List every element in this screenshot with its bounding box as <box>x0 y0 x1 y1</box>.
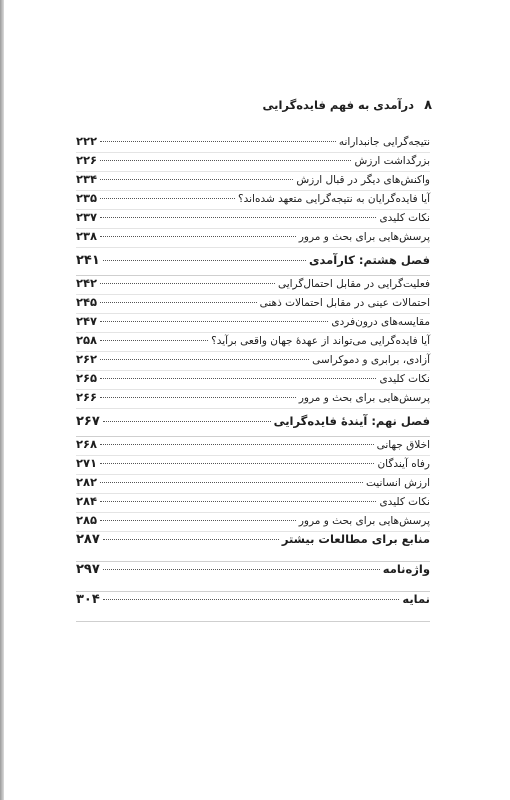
page-binding-edge <box>0 0 4 800</box>
page-number: ۸ <box>424 98 432 113</box>
toc-entry-page: ۲۵۸ <box>76 333 98 347</box>
back-matter-entry-title: منابع برای مطالعات بیشتر <box>281 532 430 546</box>
toc-entry-group <box>76 276 430 409</box>
dot-leader <box>100 501 376 502</box>
back-matter-entry-page: ۳۰۴ <box>76 592 100 607</box>
back-matter-entry-page: ۲۹۷ <box>76 562 100 577</box>
back-matter-entry-title: نمایه <box>402 592 430 606</box>
toc-entry-page: ۲۴۷ <box>76 314 98 328</box>
dot-leader <box>100 283 275 284</box>
back-matter-entry <box>76 532 430 562</box>
back-matter-entry-title: واژه‌نامه <box>382 562 430 576</box>
toc-entry-page: ۲۸۴ <box>76 494 98 508</box>
back-matter-entry <box>76 562 430 592</box>
toc-entry-title: نکات کلیدی <box>379 373 430 385</box>
toc-entry-title: رفاه آیندگان <box>377 458 430 470</box>
toc-entry-page: ۲۶۲ <box>76 352 98 366</box>
dot-leader <box>100 359 309 360</box>
dot-leader <box>100 160 351 161</box>
toc-entry-page: ۲۲۶ <box>76 153 98 167</box>
dot-leader <box>100 321 328 322</box>
table-of-contents <box>76 134 430 622</box>
toc-entry-page: ۲۶۶ <box>76 390 98 404</box>
dot-leader <box>100 378 376 379</box>
dot-leader <box>100 520 296 521</box>
toc-entry <box>76 295 430 314</box>
toc-entry-page: ۲۳۷ <box>76 210 98 224</box>
running-title: درآمدی به فهم فایده‌گرایی <box>262 98 415 112</box>
dot-leader <box>100 198 235 199</box>
toc-entry-title: احتمالات عینی در مقابل احتمالات ذهنی <box>259 297 430 309</box>
toc-entry-group <box>76 437 430 532</box>
dot-leader <box>100 444 374 445</box>
toc-entry-title: اخلاق جهانی <box>376 439 430 451</box>
toc-entry-title: آزادی، برابری و دموکراسی <box>312 354 430 366</box>
toc-entry-page: ۲۴۵ <box>76 295 98 309</box>
toc-entry <box>76 352 430 371</box>
toc-entry-title: ارزش انسانیت <box>365 477 430 489</box>
chapter-heading-title: فصل نهم: آیندهٔ فایده‌گرایی <box>273 414 430 428</box>
toc-entry-title: نکات کلیدی <box>379 496 430 508</box>
chapter-heading-title: فصل هشتم: کارآمدی <box>309 253 430 267</box>
toc-entry <box>76 210 430 229</box>
toc-entry-title: بزرگداشت ارزش <box>354 155 430 167</box>
dot-leader <box>103 421 271 422</box>
dot-leader <box>100 236 296 237</box>
toc-entry <box>76 134 430 153</box>
chapter-heading-page: ۲۴۱ <box>76 253 100 268</box>
chapter-heading-page: ۲۶۷ <box>76 414 100 429</box>
toc-entry-title: نکات کلیدی <box>379 212 430 224</box>
chapter-heading <box>76 414 430 437</box>
dot-leader <box>100 217 376 218</box>
toc-entry-title: پرسش‌هایی برای بحث و مرور <box>298 392 430 404</box>
toc-entry <box>76 153 430 172</box>
back-matter-entry-page: ۲۸۷ <box>76 532 100 547</box>
toc-entry-page: ۲۸۵ <box>76 513 98 527</box>
toc-entry <box>76 276 430 295</box>
back-matter-entry <box>76 592 430 622</box>
toc-entry <box>76 513 430 532</box>
toc-entry <box>76 333 430 352</box>
chapter-heading <box>76 253 430 276</box>
dot-leader <box>103 569 380 570</box>
toc-entry <box>76 191 430 210</box>
toc-entry <box>76 229 430 248</box>
dot-leader <box>100 302 257 303</box>
dot-leader <box>100 340 208 341</box>
toc-entry <box>76 456 430 475</box>
toc-entry-title: پرسش‌هایی برای بحث و مرور <box>298 515 430 527</box>
toc-entry-title: پرسش‌هایی برای بحث و مرور <box>298 231 430 243</box>
dot-leader <box>100 397 296 398</box>
dot-leader <box>100 141 336 142</box>
toc-entry-page: ۲۳۸ <box>76 229 98 243</box>
toc-entry-page: ۲۳۴ <box>76 172 98 186</box>
toc-entry <box>76 172 430 191</box>
toc-entry-title: فعلیت‌گرایی در مقابل احتمال‌گرایی <box>277 278 430 290</box>
toc-entry <box>76 314 430 333</box>
toc-entry-title: واکنش‌های دیگر در قبال ارزش <box>296 174 430 186</box>
toc-entry-title: آیا فایده‌گرایان به نتیجه‌گرایی متعهد شده‌اند؟ <box>238 193 430 205</box>
toc-entry-page: ۲۸۲ <box>76 475 98 489</box>
running-header <box>78 98 432 113</box>
toc-entry <box>76 390 430 409</box>
toc-entry-page: ۲۴۲ <box>76 276 98 290</box>
toc-entry-page: ۲۳۵ <box>76 191 98 205</box>
toc-entry-page: ۲۲۲ <box>76 134 98 148</box>
toc-entry-title: نتیجه‌گرایی جانبدارانه <box>338 136 430 148</box>
dot-leader <box>103 260 306 261</box>
dot-leader <box>100 463 374 464</box>
toc-entry-page: ۲۶۸ <box>76 437 98 451</box>
toc-entry-title: آیا فایده‌گرایی می‌تواند از عهدهٔ جهان واقعی برآید؟ <box>211 335 430 347</box>
toc-entry <box>76 494 430 513</box>
toc-entry-page: ۲۶۵ <box>76 371 98 385</box>
toc-entry <box>76 371 430 390</box>
dot-leader <box>103 539 279 540</box>
toc-entry <box>76 475 430 494</box>
toc-entry-group <box>76 134 430 248</box>
toc-entry-page: ۲۷۱ <box>76 456 98 470</box>
toc-entry <box>76 437 430 456</box>
dot-leader <box>100 482 363 483</box>
dot-leader <box>100 179 293 180</box>
dot-leader <box>103 599 400 600</box>
toc-entry-title: مقایسه‌های درون‌فردی <box>331 316 430 328</box>
